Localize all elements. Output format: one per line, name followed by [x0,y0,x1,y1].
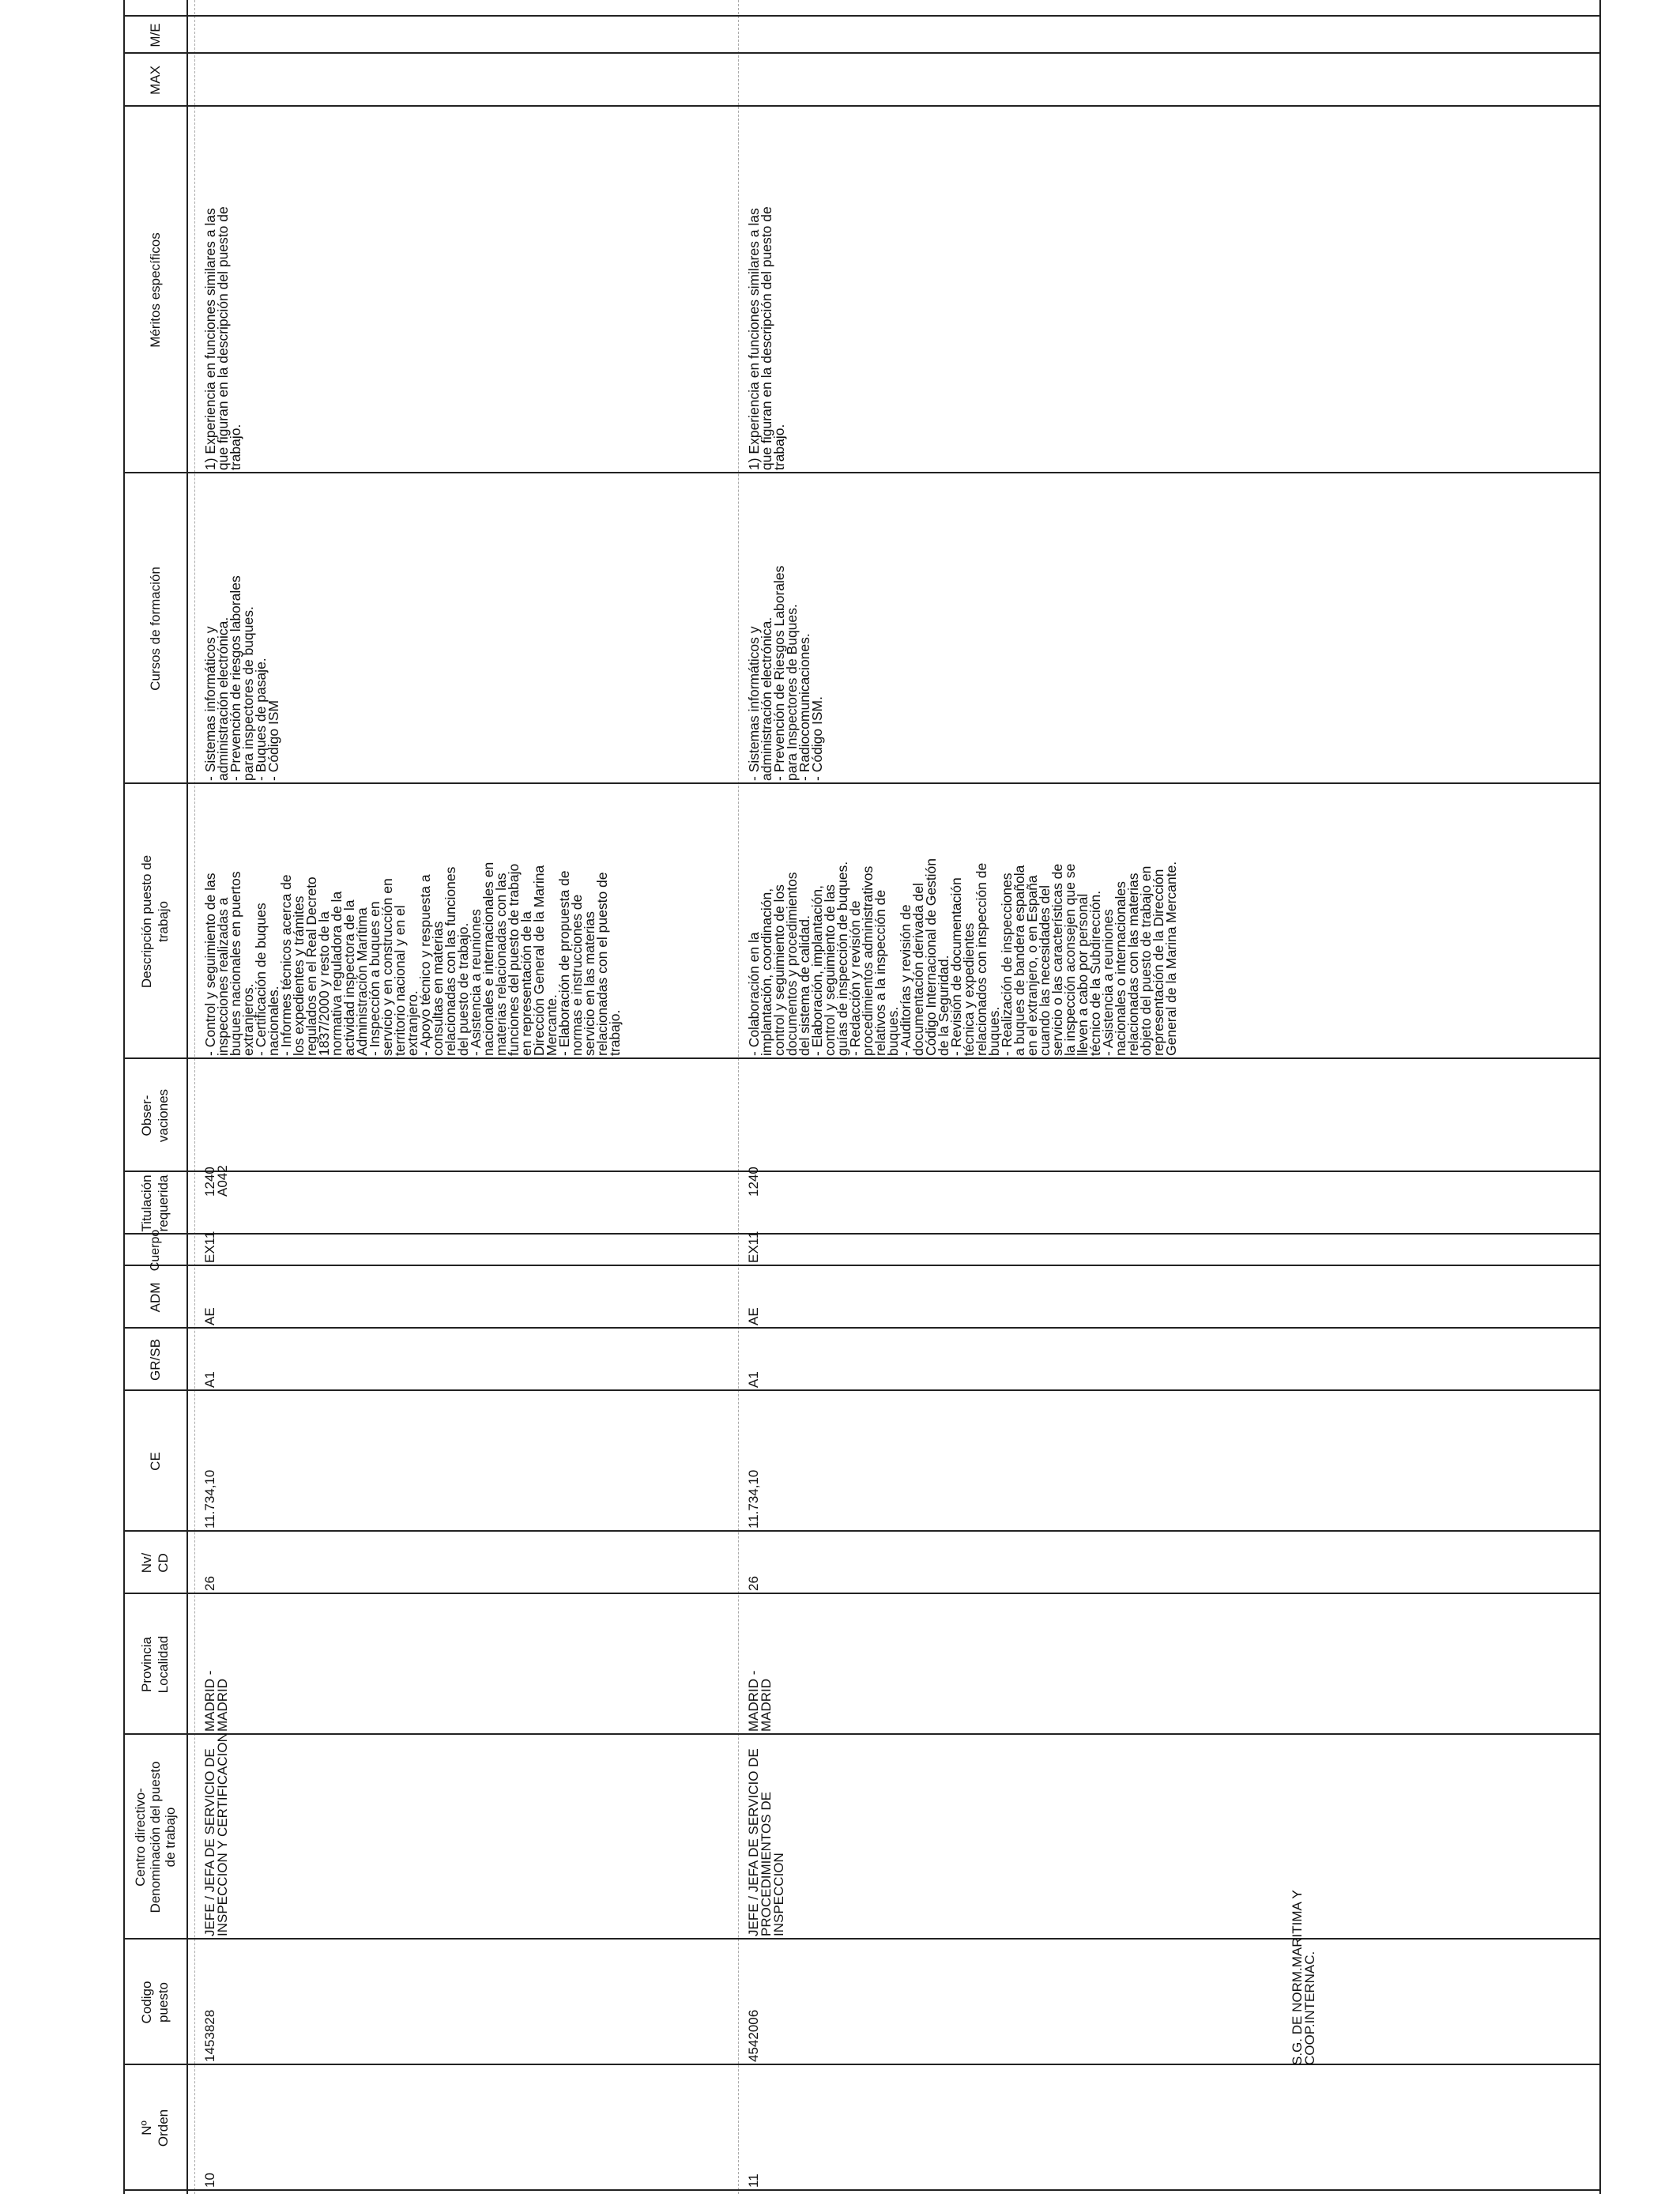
column-line [123,1733,1601,1735]
header-max: MAX [147,66,163,95]
row-10-descripcion: - Control y seguimiento de las inspecciones realizadas a buques nacionales en puertos extranjeros. - Certificación de buques nacionales. - Informes técnicos acerca de los expedientes y trámites regulados en el Real Decreto 1837/2000 y resto de la normativa reguladora de la actividad inspectora de la Administración Marítima - Inspección a buques en servicio y en construcción en territorio nacional y en el extranjero. - Apoyo técnico y respuesta a consultas en materias relacionadas con las funciones del puesto de trabajo. - Asistencia a reuniones nacionales e internacionales en materias relacionadas con las funciones del puesto de trabajo en representación de la Dirección General de la Marina Mercante. - Elaboración de propuesta de normas e instrucciones de servicio en las materias relacionadas con el puesto de trabajo. [202,861,623,1056]
column-line [123,1233,1601,1235]
row-11-grupo: A1 [746,1371,761,1388]
row-11-codigo-puesto: 4542006 [746,2009,761,2062]
row-10-meritos: 1) Experiencia en funciones similares a las que figuran en la descripción del puesto de trabajo. [202,206,243,470]
header-orden: Nº Orden [139,2109,171,2147]
header-adm: ADM [147,1282,163,1313]
header-cursos-formacion: Cursos de formación [147,567,163,691]
header-observaciones: Obser- vaciones [139,1088,171,1143]
header-titulacion: Titulación requerida [139,1174,171,1232]
column-line [123,782,1601,784]
header-provincia-localidad: Provincia Localidad [139,1635,171,1694]
row-10-nivel: 26 [202,1576,217,1591]
section-label: S.G. DE NORM.MARITIMA Y COOP.INTERNAC. [1290,1890,1317,2065]
column-line [123,1265,1601,1266]
header-descripcion: Descripción puesto de trabajo [139,854,171,989]
header-codigo-puesto: Codigo puesto [139,1981,171,2024]
table-border-bottom [1599,0,1601,2194]
column-line [123,2064,1601,2065]
row-11-orden: 11 [746,2173,761,2188]
row-10-grupo: A1 [202,1371,217,1388]
row-10-codigo-puesto: 1453828 [202,2009,217,2062]
row-11-provincia: MADRID - MADRID [746,1670,774,1732]
row-10-ce: 11.734,10 [202,1469,217,1529]
column-line [123,1057,1601,1059]
column-line [123,1389,1601,1391]
row-10-adm: AE [202,1307,217,1325]
row-10-orden: 10 [202,2173,217,2188]
header-centro-directivo: Centro directivo- Denominación del puesto de trabajo [132,1761,178,1913]
row-11-meritos: 1) Experiencia en funciones similares a las que figuran en la descripción del puesto de trabajo. [746,206,787,470]
column-line [123,1327,1601,1329]
column-line [123,52,1601,54]
column-line [123,1171,1601,1172]
header-me: M/E [147,23,163,47]
row-10-provincia: MADRID - MADRID [202,1670,230,1732]
row-11-cuerpo: EX11 [746,1231,761,1263]
row-11-ce: 11.734,10 [746,1469,761,1529]
header-separator-line [186,0,188,2194]
column-line [123,2189,1601,2191]
row-separator-line [738,0,739,2194]
header-ce: CE [147,1452,163,1471]
header-grupo: GR/SB [147,1339,163,1381]
row-11-cursos: - Sistemas informáticos y administración electrónica. - Prevención de Riesgos Laborales para Inspectores de Buques. - Radiocomunicaciones. - Código ISM. [746,565,825,781]
column-line [123,1938,1601,1940]
row-11-centro-directivo: JEFE / JEFA DE SERVICIO DE PROCEDIMIENTOS DE INSPECCION [746,1748,786,1936]
column-line [123,1593,1601,1594]
row-10-centro-directivo: JEFE / JEFA DE SERVICIO DE INSPECCION Y CERTIFICACION [202,1732,230,1936]
row-11-titulacion: 1240 [746,1167,761,1197]
header-cuerpo: Cuerpo [148,1229,162,1272]
row-10-cursos: - Sistemas informáticos y administración electrónica. - Prevención de riesgos laborales para inspectores de buques. - Buques de pasaje. - Código ISM [202,575,281,781]
header-meritos-especificos: Méritos específicos [147,232,163,348]
column-line [123,105,1601,107]
row-11-nivel: 26 [746,1576,761,1591]
row-10-titulacion: 1240 A042 [202,1165,230,1197]
header-nivel-cd: Nv/ CD [139,1552,171,1574]
column-line [123,15,1601,17]
row-11-adm: AE [746,1307,761,1325]
column-line [123,1530,1601,1532]
column-line [123,472,1601,473]
row-11-descripcion: - Colaboración en la implantación, coordinación, control y seguimiento de los documentos y procedimientos del sistema de calidad. - Elaboración, implantación, control y seguimiento de las guías de inspección de buques. - Redacción y revisión de procedimientos administrativos relativos a la inspección de buques. - Auditorías y revisión de documentación derivada del Código Internacional de Gestión de la Seguridad. - Revisión de documentación técnica y expedientes relacionados con inspección de buques. - Realización de inspecciones a buques de bandera española en el extranjero, o en España cuando las necesidades del servicio o las características de la inspección aconsejen que se lleven a cabo por personal técnico de la Subdirección. - Asistencia a reuniones nacionales o internacionales relacionadas con las materias objeto del puesto de trabajo en representación de la Dirección General de la Marina Mercante. [746,858,1179,1056]
row-10-cuerpo: EX11 [202,1231,217,1263]
row-separator-line [194,0,195,2194]
